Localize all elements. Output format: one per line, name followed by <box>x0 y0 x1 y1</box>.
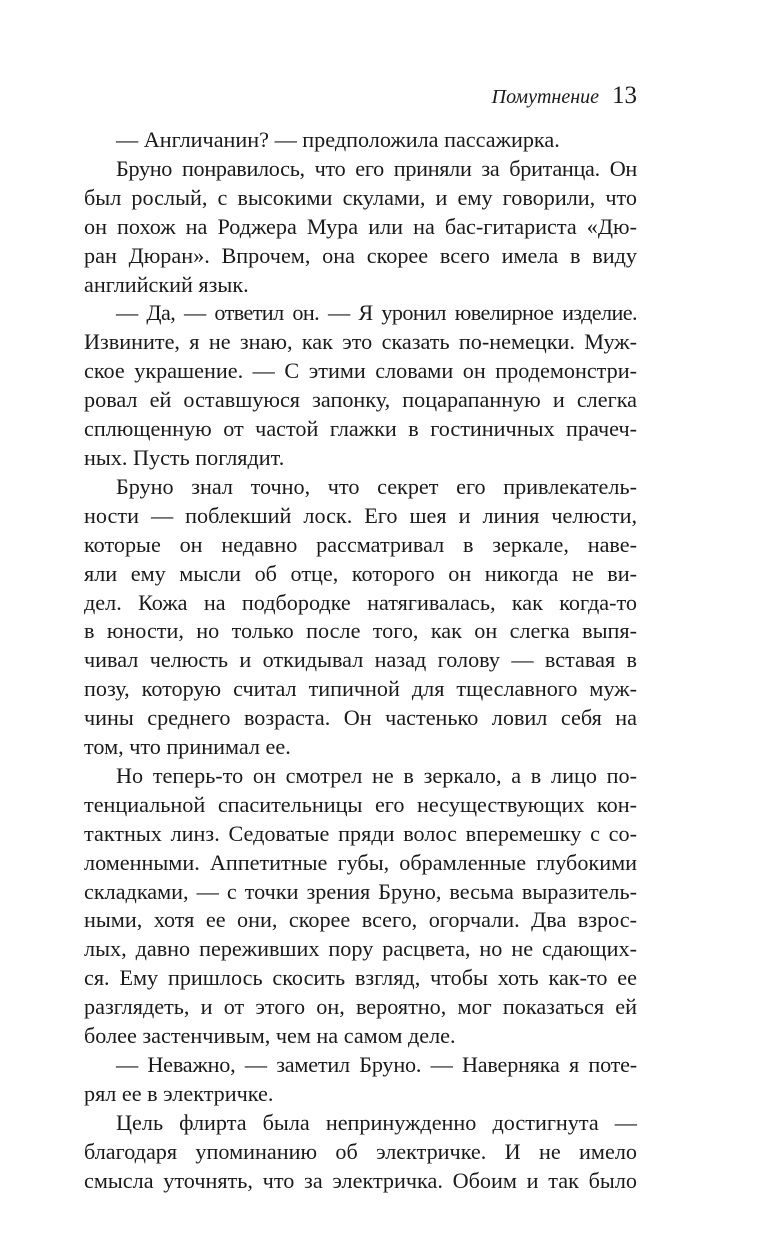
text-line: ровал ей оставшуюся запонку, поцарапанную и слегка <box>84 387 637 413</box>
text-line: тенциальной спасительницы его несуществующих кон- <box>84 791 637 817</box>
text-line: благодаря упоминанию об электричке. И не имело <box>84 1138 637 1164</box>
text-line: — Неважно, — заметил Бруно. — Наверняка я поте- <box>116 1052 637 1077</box>
text-line: разглядеть, и от этого он, вероятно, мог показаться ей <box>84 994 637 1020</box>
text-line: ское украшение. — С этими словами он продемонстри- <box>84 358 637 384</box>
text-line: — Англичанин? — предположила пассажирка. <box>116 127 560 152</box>
text-line: — Да, — ответил он. — Я уронил ювелирное изделие. <box>116 300 637 326</box>
text-line: ран Дюран». Впрочем, она скорее всего имела в виду <box>84 242 637 268</box>
text-line: в юности, но только после того, как он слегка выпя- <box>84 618 637 644</box>
text-line: которые он недавно рассматривал в зеркале, наве- <box>84 531 637 557</box>
paragraph <box>84 299 637 472</box>
text-line: яли ему мысли об отце, которого он никогда не ви- <box>84 560 637 586</box>
text-line: ломенными. Аппетитные губы, обрамленные глубокими <box>84 849 637 875</box>
paragraph <box>84 1051 637 1109</box>
text-line: более застенчивым, чем на самом деле. <box>84 1023 456 1049</box>
text-line: он похож на Роджера Мура или на бас-гитариста «Дю- <box>84 213 637 239</box>
text-line: ся. Ему пришлось скосить взгляд, чтобы хоть как-то ее <box>84 965 637 991</box>
paragraph <box>84 762 637 1051</box>
running-head <box>492 82 637 110</box>
text-line: английский язык. <box>84 271 249 297</box>
text-line: Бруно знал точно, что секрет его привлекатель- <box>116 473 637 499</box>
paragraph <box>84 126 637 155</box>
paragraph <box>84 473 637 762</box>
text-line: Извините, я не знаю, как это сказать по-немецки. Муж- <box>84 329 637 355</box>
text-line: смысла уточнять, что за электричка. Обоим и так было <box>84 1167 637 1193</box>
text-line: дел. Кожа на подбородке натягивалась, как когда-то <box>84 589 637 615</box>
text-line: был рослый, с высокими скулами, и ему говорили, что <box>84 184 637 210</box>
text-line: складками, — с точки зрения Бруно, весьма выразитель- <box>84 878 637 904</box>
page-number: 13 <box>612 82 637 109</box>
text-line: позу, которую считал типичной для тщеславного муж- <box>84 676 637 702</box>
text-line: том, что принимал ее. <box>84 734 291 760</box>
text-line: ными, хотя ее они, скорее всего, огорчали. Два взрос- <box>84 907 637 933</box>
text-line: Цель флирта была непринужденно достигнута — <box>116 1109 637 1135</box>
text-line: чивал челюсть и откидывал назад голову — вставая в <box>84 647 637 673</box>
text-line: рял ее в электричке. <box>84 1080 274 1106</box>
text-line: лых, давно переживших пору расцвета, но не сдающих- <box>84 936 637 962</box>
text-line: ных. Пусть поглядит. <box>84 444 285 470</box>
text-line: Но теперь-то он смотрел не в зеркало, а в лицо по- <box>116 762 637 788</box>
text-line: ности — поблекший лоск. Его шея и линия челюсти, <box>84 502 637 528</box>
body-text <box>84 126 637 1196</box>
paragraph <box>84 1109 637 1196</box>
text-line: тактных линз. Седоватые пряди волос вперемешку с со- <box>84 820 637 846</box>
text-line: Бруно понравилось, что его приняли за британца. Он <box>116 155 637 181</box>
running-title: Помутнение <box>491 86 599 108</box>
text-line: сплющенную от частой глажки в гостиничных прачеч- <box>84 416 637 442</box>
paragraph <box>84 155 637 300</box>
text-line: чины среднего возраста. Он частенько ловил себя на <box>84 705 637 731</box>
